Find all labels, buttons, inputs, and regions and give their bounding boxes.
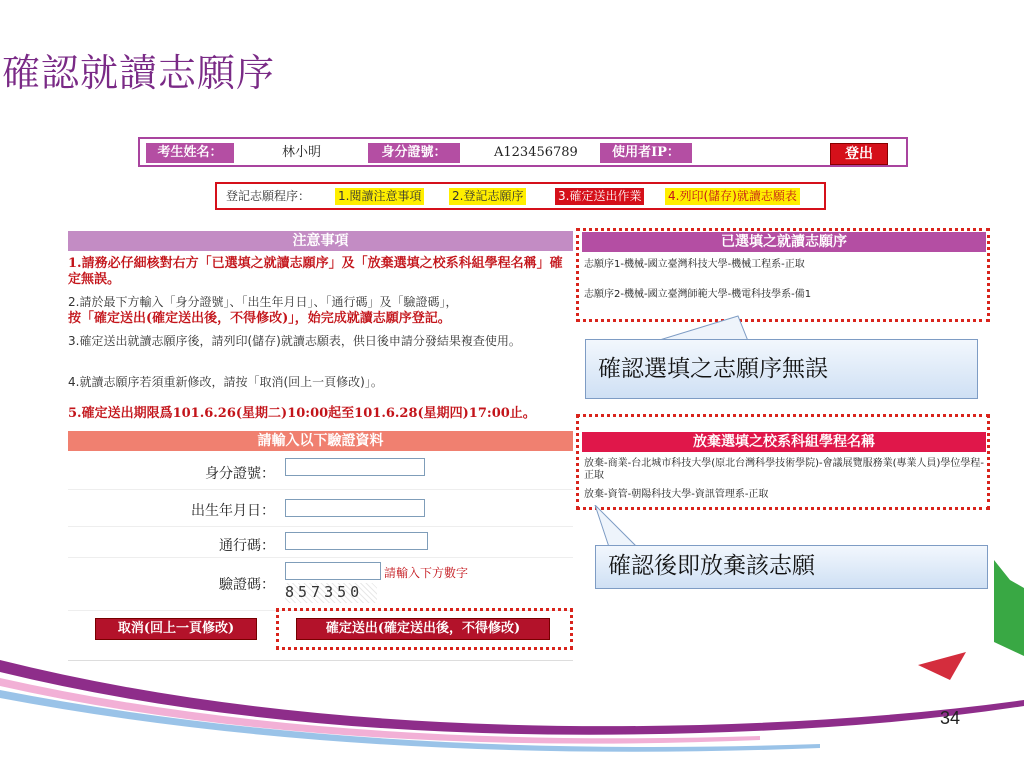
note-2b: 按「確定送出(確定送出後，不得修改)」，始完成就讀志願序登記。 — [68, 311, 451, 326]
user-info-bar — [138, 137, 908, 167]
captcha-hint: 請輸入下方數字 — [384, 566, 469, 580]
selected-header: 已選填之就讀志願序 — [582, 232, 986, 252]
note-1: 1.請務必仔細核對右方「已選填之就讀志願序」及「放棄選填之校系科組學程名稱」確定無誤。 — [68, 256, 563, 287]
selected-item-1: 志願序1-機械-國立臺灣科技大學-機械工程系-正取 — [584, 259, 805, 270]
name-label: 考生姓名： — [146, 143, 234, 163]
page-number: 34 — [940, 708, 961, 728]
submit-button[interactable]: 確定送出(確定送出後，不得修改) — [296, 618, 550, 640]
callout-1: 確認選填之志願序無誤 — [585, 339, 978, 399]
steps-intro: 登記志願程序： — [226, 189, 311, 203]
captcha-field-label: 驗證碼： — [219, 577, 275, 593]
id-field-label: 身分證號： — [205, 466, 275, 482]
step-1: 1.閱讀注意事項 — [335, 188, 424, 205]
birth-row — [68, 490, 573, 527]
registration-steps — [215, 182, 826, 210]
slide-title: 確認就讀志願序 — [2, 51, 276, 95]
callout-2-pointer — [590, 505, 650, 550]
ip-label: 使用者IP： — [600, 143, 692, 163]
notes-header: 注意事項 — [68, 231, 573, 251]
callout-2: 確認後即放棄該志願 — [595, 545, 988, 589]
pass-input[interactable] — [285, 532, 428, 550]
decorative-swoosh — [0, 560, 1024, 768]
abandoned-item-2: 放棄-資管-朝陽科技大學-資訊管理系-正取 — [584, 489, 769, 500]
abandoned-item-1: 放棄-商業-台北城市科技大學(原北台灣科學技術學院)-會議展覽服務業(專業人員)學位學程-正取 — [584, 458, 985, 481]
id-label: 身分證號： — [368, 143, 460, 163]
step-3-current: 3.確定送出作業 — [555, 188, 644, 205]
step-2: 2.登記志願序 — [449, 188, 526, 205]
id-input[interactable] — [285, 458, 425, 476]
birth-input[interactable] — [285, 499, 425, 517]
name-value: 林小明 — [282, 145, 322, 160]
birth-field-label: 出生年月日： — [191, 503, 275, 519]
abandoned-header: 放棄選填之校系科組學程名稱 — [582, 432, 986, 452]
step-4: 4.列印(儲存)就讀志願表 — [665, 188, 800, 205]
logout-button[interactable]: 登出 — [830, 143, 888, 165]
note-3: 3.確定送出就讀志願序後，請列印(儲存)就讀志願表，供日後申請分發結果複查使用。 — [68, 334, 521, 348]
pass-field-label: 通行碼： — [219, 538, 275, 554]
captcha-image: 857350 — [285, 583, 377, 603]
note-5: 5.確定送出期限爲101.6.26(星期二)10:00起至101.6.28(星期四)17:00止。 — [68, 406, 536, 421]
pass-row — [68, 527, 573, 558]
id-row — [68, 453, 573, 490]
note-2a: 2.請於最下方輸入「身分證號」、「出生年月日」、「通行碼」及「驗證碼」， — [68, 295, 458, 309]
form-header: 請輸入以下驗證資料 — [68, 431, 573, 451]
note-4: 4.就讀志願序若須重新修改，請按「取消(回上一頁修改)」。 — [68, 375, 383, 389]
cancel-button[interactable]: 取消(回上一頁修改) — [95, 618, 257, 640]
selected-item-2: 志願序2-機械-國立臺灣師範大學-機電科技學系-備1 — [584, 289, 812, 300]
id-value: A123456789 — [494, 145, 578, 160]
